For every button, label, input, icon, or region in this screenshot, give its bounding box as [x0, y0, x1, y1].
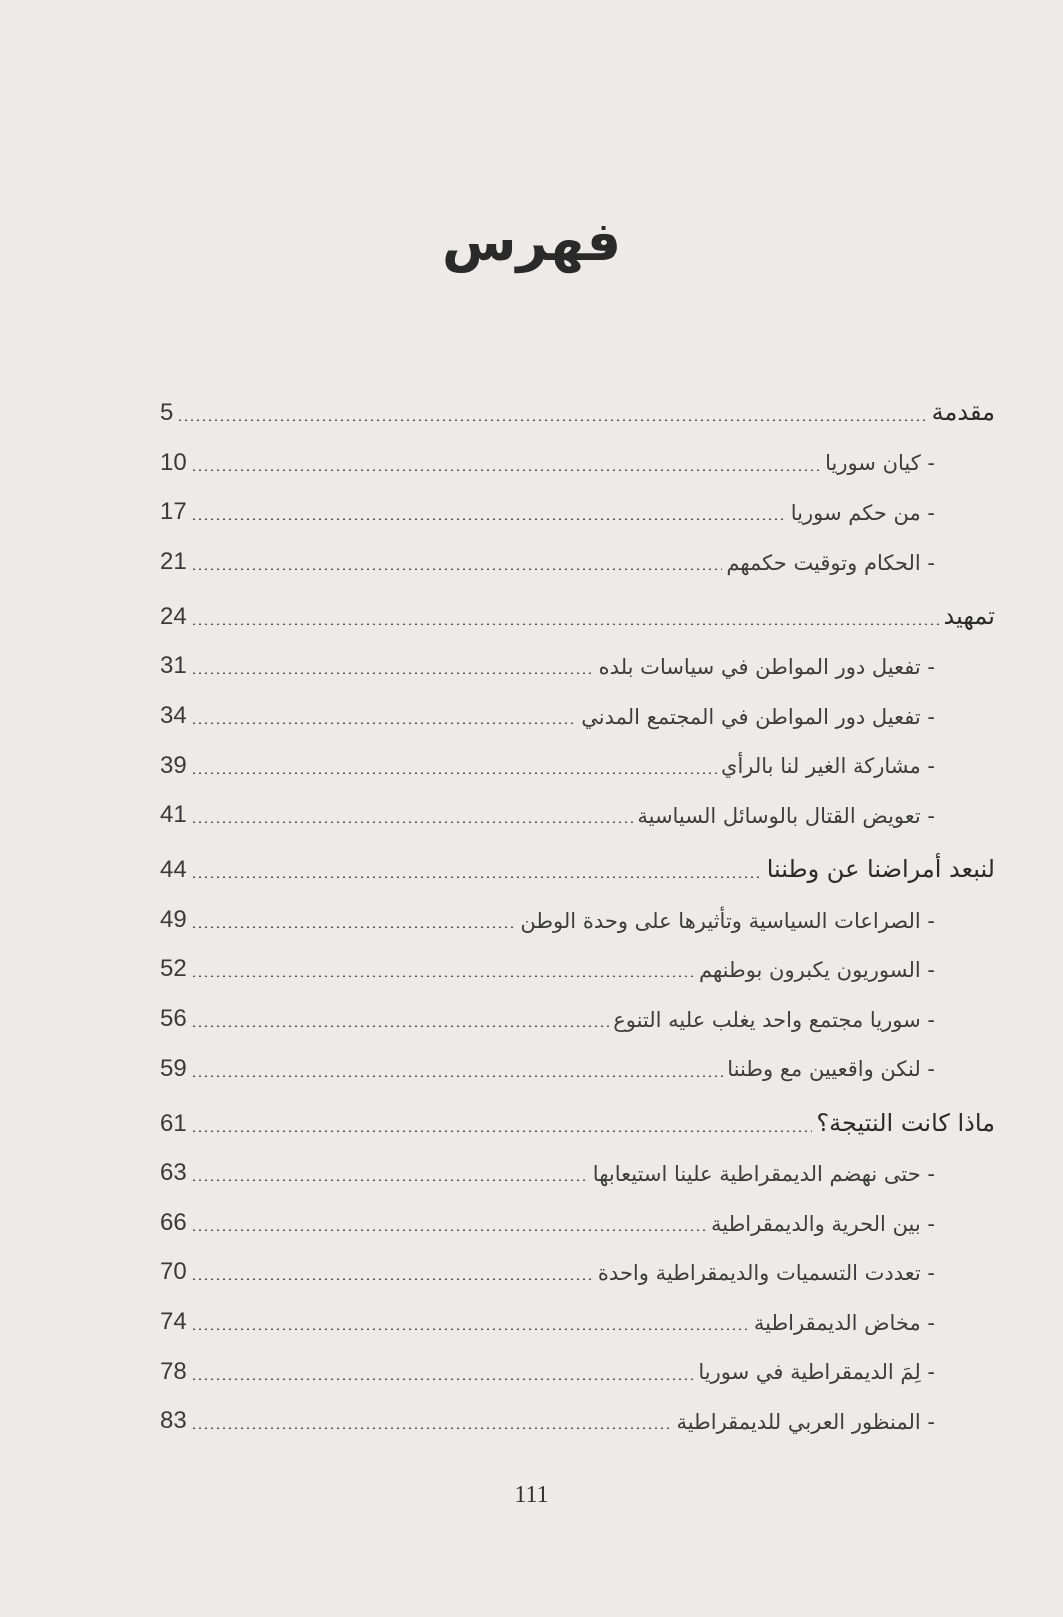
- toc-entry-row: [160, 429, 995, 479]
- toc-entry-title: - الصراعات السياسية وتأثيرها على وحدة الوطن: [520, 908, 935, 933]
- dot-leader: [191, 1229, 707, 1231]
- page-number: 111: [514, 1482, 549, 1508]
- toc-entry-title: - المنظور العربي للديمقراطية: [676, 1409, 935, 1434]
- toc-entry-row: [160, 1388, 995, 1438]
- toc-entry-row: [160, 782, 995, 832]
- toc-page-number: 39: [160, 751, 187, 779]
- toc-page-number: 49: [160, 905, 187, 933]
- toc-entry-title: - الحكام وتوقيت حكمهم: [726, 550, 935, 575]
- toc-entry-title: - تفعيل دور المواطن في المجتمع المدني: [581, 704, 935, 729]
- toc-entry-row: [160, 1035, 995, 1085]
- toc-entry-title: - كيان سوريا: [825, 451, 935, 476]
- toc-page-number: 10: [160, 448, 187, 476]
- toc-page-number: 17: [160, 498, 187, 526]
- toc-entry-row: [160, 1239, 995, 1289]
- dot-leader: [177, 419, 927, 421]
- toc-entry-title: - حتى نهضم الديمقراطية علينا استيعابها: [592, 1161, 935, 1186]
- toc-entry-title: - تعويض القتال بالوسائل السياسية: [637, 803, 935, 828]
- toc-entry-row: [160, 732, 995, 782]
- toc-section-title: مقدمة: [931, 398, 995, 427]
- toc-entry-title: - تفعيل دور المواطن في سياسات بلده: [598, 655, 935, 680]
- dot-leader: [191, 469, 821, 471]
- dot-leader: [191, 722, 578, 724]
- toc-section-row: [160, 835, 995, 886]
- toc-page-number: 83: [160, 1407, 187, 1435]
- toc-entry-row: [160, 936, 995, 986]
- dot-leader: [191, 568, 723, 570]
- toc-section-title: تمهيد: [943, 601, 995, 630]
- toc-entry-row: [160, 1338, 995, 1388]
- toc-entry-row: [160, 1288, 995, 1338]
- dot-leader: [191, 876, 763, 878]
- toc-page-number: 41: [160, 801, 187, 829]
- page-title: فهرس: [441, 210, 622, 273]
- dot-leader: [191, 1075, 724, 1077]
- table-of-contents: [160, 378, 995, 1437]
- toc-page-number: 56: [160, 1004, 187, 1032]
- dot-leader: [191, 821, 634, 823]
- toc-entry-title: - السوريون يكبرون بوطنهم: [698, 958, 935, 983]
- toc-entry-row: [160, 528, 995, 578]
- toc-section-title: لنبعد أمراضنا عن وطننا: [766, 855, 995, 884]
- toc-entry-title: - مشاركة الغير لنا بالرأي: [721, 754, 935, 779]
- toc-entry-title: - من حكم سوريا: [790, 501, 935, 525]
- toc-entry-row: [160, 1140, 995, 1190]
- toc-page-number: 59: [160, 1054, 187, 1082]
- toc-entry-title: - بين الحرية والديمقراطية: [711, 1211, 935, 1236]
- toc-entry-row: [160, 1189, 995, 1239]
- toc-page-number: 21: [160, 547, 187, 575]
- dot-leader: [191, 975, 695, 977]
- dot-leader: [191, 672, 595, 674]
- dot-leader: [191, 1378, 695, 1380]
- toc-section-row: [160, 582, 995, 633]
- toc-page-number: 70: [160, 1258, 187, 1286]
- dot-leader: [191, 772, 717, 774]
- toc-page-number: 24: [160, 602, 187, 630]
- toc-section-row: [160, 378, 995, 429]
- toc-page-number: 44: [160, 856, 187, 884]
- dot-leader: [191, 518, 787, 520]
- toc-page-number: 66: [160, 1208, 187, 1236]
- toc-section-row: [160, 1089, 995, 1140]
- toc-entry-title: - مخاض الديمقراطية: [753, 1310, 935, 1335]
- dot-leader: [191, 1179, 589, 1181]
- toc-page-number: 5: [160, 399, 174, 426]
- toc-page-number: 61: [160, 1109, 187, 1137]
- dot-leader: [191, 623, 940, 625]
- toc-section-title: ماذا كانت النتيجة؟: [816, 1108, 995, 1137]
- toc-page-number: 31: [160, 652, 187, 680]
- toc-entry-row: [160, 886, 995, 936]
- toc-entry-row: [160, 682, 995, 732]
- toc-page-number: 52: [160, 955, 187, 983]
- toc-entry-title: - لنكن واقعيين مع وطننا: [727, 1057, 935, 1082]
- toc-page-number: 74: [160, 1307, 187, 1335]
- toc-entry-title: - لِمَ الديمقراطية في سوريا: [698, 1360, 935, 1385]
- toc-entry-row: [160, 479, 995, 529]
- toc-entry-title: - تعددت التسميات والديمقراطية واحدة: [597, 1261, 935, 1286]
- dot-leader: [191, 926, 517, 928]
- dot-leader: [191, 1130, 813, 1132]
- toc-entry-row: [160, 985, 995, 1035]
- toc-page-number: 34: [160, 701, 187, 729]
- dot-leader: [191, 1427, 673, 1429]
- toc-page-number: 63: [160, 1159, 187, 1187]
- dot-leader: [191, 1328, 750, 1330]
- dot-leader: [191, 1025, 609, 1027]
- toc-page-number: 78: [160, 1357, 187, 1385]
- toc-entry-row: [160, 633, 995, 683]
- toc-entry-title: - سوريا مجتمع واحد يغلب عليه التنوع: [613, 1007, 935, 1032]
- dot-leader: [191, 1278, 594, 1280]
